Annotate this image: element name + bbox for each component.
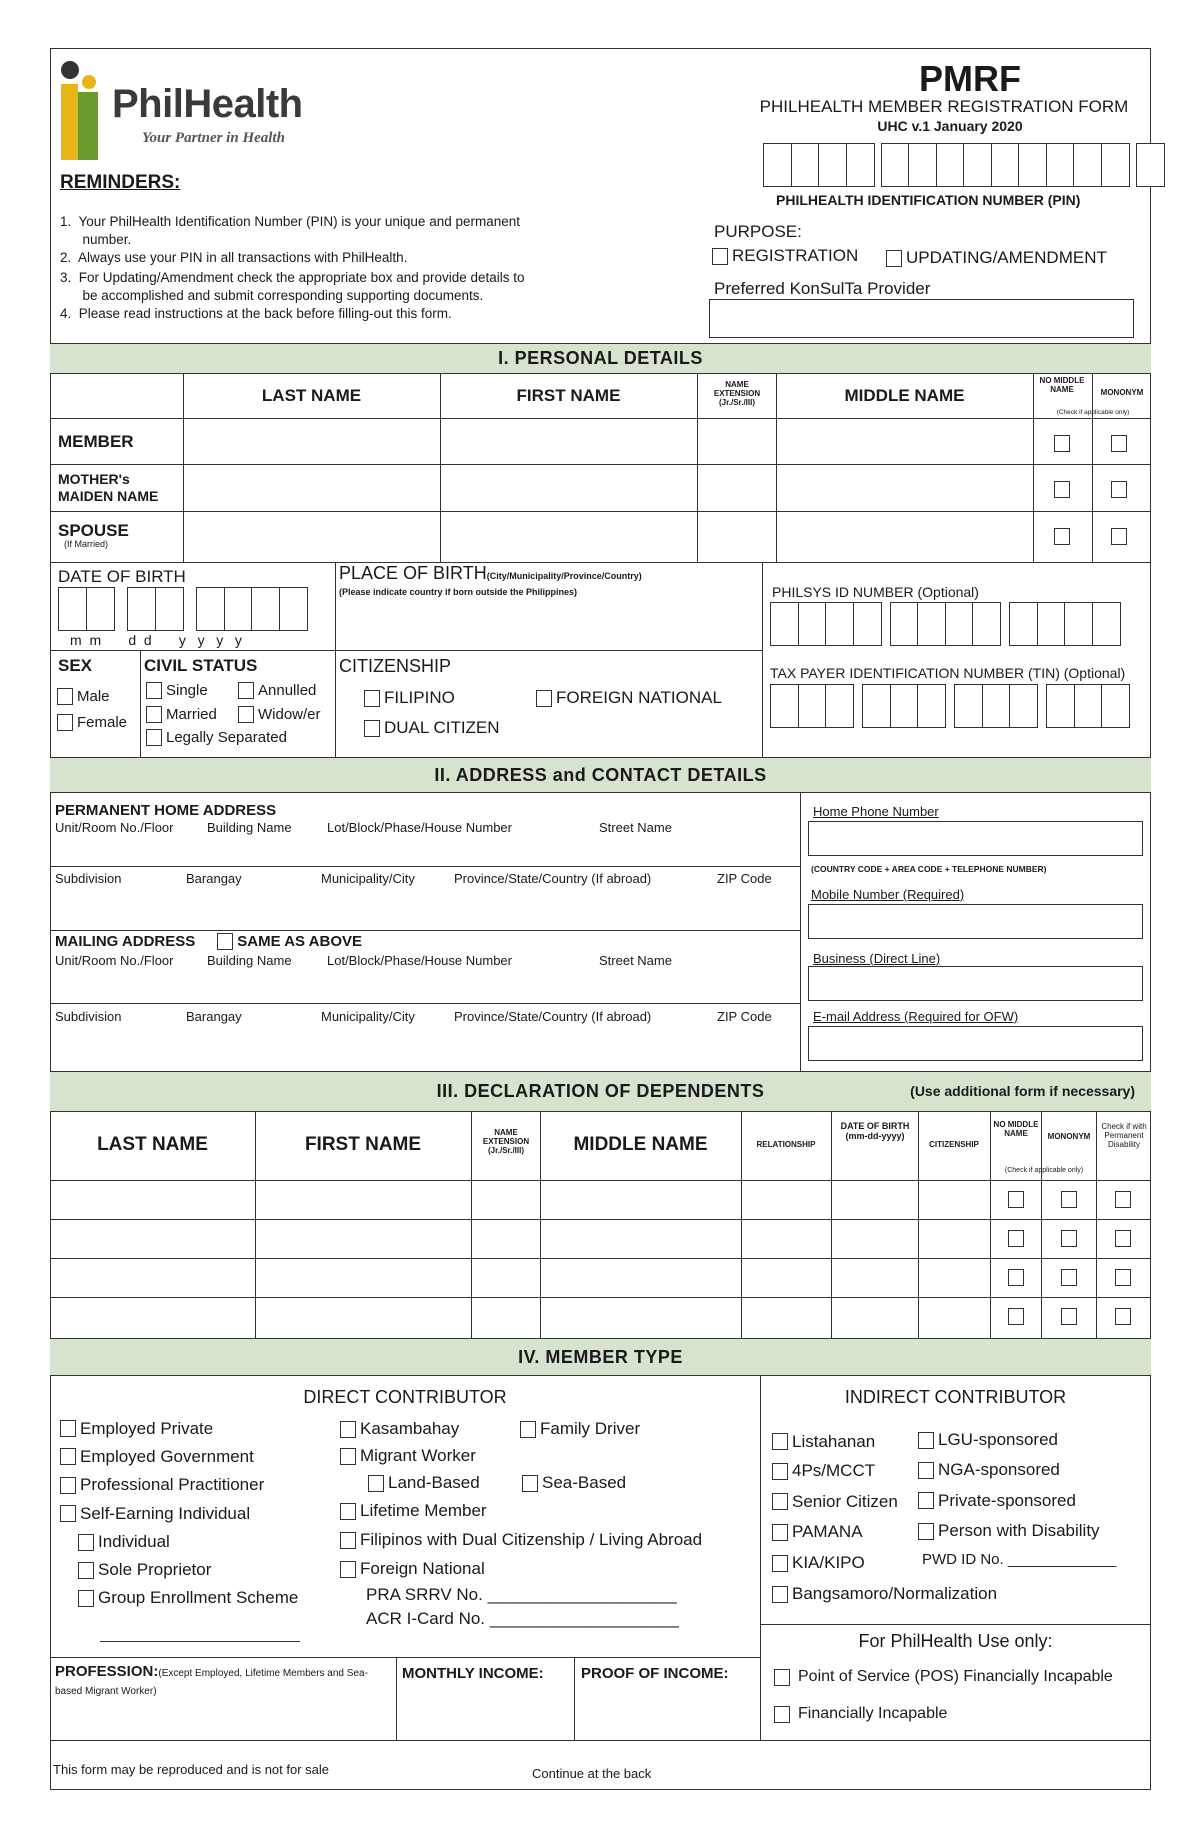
mailing-address-label: MAILING ADDRESS xyxy=(55,933,196,950)
pos-incapable-checkbox[interactable] xyxy=(774,1669,790,1686)
senior-citizen-option[interactable]: Senior Citizen xyxy=(772,1486,997,1517)
home-phone-input[interactable] xyxy=(808,821,1143,856)
col-mononym: MONONYM xyxy=(1100,388,1144,397)
dep-col-middle-name: MIDDLE NAME xyxy=(573,1134,708,1155)
addr-building-label: Building Name xyxy=(207,820,292,835)
sex-female-option[interactable]: Female xyxy=(57,714,127,731)
annulled-checkbox[interactable] xyxy=(238,682,254,699)
addr-barangay-label: Barangay xyxy=(186,871,242,886)
sole-proprietor-checkbox[interactable] xyxy=(78,1562,94,1579)
citizenship-foreign-option[interactable]: FOREIGN NATIONAL xyxy=(536,688,722,708)
mailing-address-row xyxy=(55,933,362,950)
sea-based-checkbox[interactable] xyxy=(522,1475,538,1492)
mail-street-label: Street Name xyxy=(599,953,672,968)
widow-checkbox[interactable] xyxy=(238,706,254,723)
row-member-label: MEMBER xyxy=(58,432,134,451)
row-spouse-label: SPOUSE xyxy=(58,521,129,540)
senior-citizen-checkbox[interactable] xyxy=(772,1493,788,1510)
dep-col-first-name: FIRST NAME xyxy=(304,1134,422,1155)
pin-label: PHILHEALTH IDENTIFICATION NUMBER (PIN) xyxy=(776,192,1081,208)
pra-srrv-field[interactable]: PRA SRRV No. ____________________ xyxy=(366,1585,677,1604)
dep2-no-middle-checkbox[interactable] xyxy=(1008,1230,1024,1247)
pwd-checkbox[interactable] xyxy=(918,1523,934,1540)
lifetime-member-option[interactable]: Lifetime Member xyxy=(340,1497,702,1525)
legally-separated-checkbox[interactable] xyxy=(146,729,162,746)
mobile-label: Mobile Number (Required) xyxy=(811,887,965,902)
mail-unit-label: Unit/Room No./Floor xyxy=(55,953,174,968)
4ps-checkbox[interactable] xyxy=(772,1463,788,1480)
employed-government-option[interactable]: Employed Government xyxy=(60,1442,298,1471)
col-no-middle-name: NO MIDDLE NAME xyxy=(1039,376,1085,394)
philhealth-logo xyxy=(58,60,328,160)
konsulta-label: Preferred KonSulTa Provider xyxy=(714,279,931,298)
group-enrollment-blank[interactable] xyxy=(100,1641,300,1642)
dep2-mononym-checkbox[interactable] xyxy=(1061,1230,1077,1247)
financially-incapable-option[interactable]: Financially Incapable xyxy=(774,1705,947,1723)
phone-format-note: (COUNTRY CODE + AREA CODE + TELEPHONE NUMBER) xyxy=(811,864,1047,874)
migrant-worker-checkbox[interactable] xyxy=(340,1448,356,1465)
family-driver-option[interactable]: Family Driver xyxy=(520,1415,640,1443)
col-name-extension: NAME EXTENSION (Jr./Sr./III) xyxy=(713,380,761,407)
male-checkbox[interactable] xyxy=(57,688,73,705)
reminders-list xyxy=(60,212,525,324)
spouse-no-middle-name-checkbox[interactable] xyxy=(1054,528,1070,545)
dob-month-boxes[interactable] xyxy=(58,587,113,631)
dep-col-no-middle-name: NO MIDDLE NAME xyxy=(993,1120,1039,1138)
pwd-id-field[interactable]: PWD ID No. _____________ xyxy=(922,1550,1117,1568)
mail-lot-label: Lot/Block/Phase/House Number xyxy=(327,953,512,968)
foreign-national-member-checkbox[interactable] xyxy=(340,1561,356,1578)
business-label: Business (Direct Line) xyxy=(813,951,941,966)
foreign-national-member-option[interactable]: Foreign National xyxy=(340,1555,702,1583)
dep4-disability-checkbox[interactable] xyxy=(1115,1308,1131,1325)
footer-note: This form may be reproduced and is not for sale xyxy=(53,1762,330,1777)
land-based-option[interactable]: Land-Based xyxy=(368,1469,702,1497)
4ps-option[interactable]: 4Ps/MCCT xyxy=(772,1456,997,1486)
profession-label: PROFESSION:(Except Employed, Lifetime Members and Sea-based Migrant Worker) xyxy=(55,1663,368,1697)
private-sponsored-checkbox[interactable] xyxy=(918,1492,934,1509)
citizenship-dual-option[interactable]: DUAL CITIZEN xyxy=(364,718,500,738)
form-title: PHILHEALTH MEMBER REGISTRATION FORM xyxy=(759,97,1129,116)
married-checkbox[interactable] xyxy=(146,706,162,723)
mother-mononym-checkbox[interactable] xyxy=(1111,481,1127,498)
sole-proprietor-option[interactable]: Sole Proprietor xyxy=(78,1556,298,1584)
reminder-item: 3. For Updating/Amendment check the appropriate box and provide details to xyxy=(60,270,525,285)
kasambahay-checkbox[interactable] xyxy=(340,1421,356,1438)
addr-subdivision-label: Subdivision xyxy=(55,871,122,886)
listahanan-option[interactable]: Listahanan xyxy=(772,1427,997,1456)
row-spouse-sub: (If Married) xyxy=(64,539,109,549)
mail-building-label: Building Name xyxy=(207,953,292,968)
philsys-label: PHILSYS ID NUMBER (Optional) xyxy=(772,584,979,600)
self-earning-option[interactable]: Self-Earning Individual xyxy=(60,1499,298,1528)
reminder-item: 2. Always use your PIN in all transactions with PhilHealth. xyxy=(60,250,408,265)
business-input[interactable] xyxy=(808,966,1143,1001)
home-phone-label: Home Phone Number xyxy=(813,804,939,819)
section-member-type: IV. MEMBER TYPE xyxy=(50,1338,1151,1376)
kia-kipo-checkbox[interactable] xyxy=(772,1555,788,1572)
member-no-middle-name-checkbox[interactable] xyxy=(1054,435,1070,452)
dep-col-disability: Check if with Permanent Disability xyxy=(1101,1122,1147,1149)
row-mother-label: MOTHER's MAIDEN NAME xyxy=(58,471,159,504)
form-code: PMRF xyxy=(919,58,1021,99)
dep3-mononym-checkbox[interactable] xyxy=(1061,1269,1077,1286)
dep4-mononym-checkbox[interactable] xyxy=(1061,1308,1077,1325)
section-dependents: III. DECLARATION OF DEPENDENTS (Use additional form if necessary) xyxy=(50,1071,1151,1112)
kasambahay-option[interactable]: Kasambahay xyxy=(340,1415,702,1443)
foreign-national-checkbox[interactable] xyxy=(536,690,552,707)
philsys-input-boxes[interactable] xyxy=(770,602,1119,646)
logo-text: PhilHealth xyxy=(112,82,303,126)
lgu-sponsored-option[interactable]: LGU-sponsored xyxy=(918,1425,1116,1455)
acr-icard-field[interactable]: ACR I-Card No. ____________________ xyxy=(366,1609,679,1628)
reminder-item: number. xyxy=(60,232,132,247)
civil-single-option[interactable]: Single xyxy=(146,682,208,699)
dob-label: DATE OF BIRTH xyxy=(58,567,186,586)
dep-check-note: (Check if applicable only) xyxy=(1004,1167,1084,1174)
citizenship-label: CITIZENSHIP xyxy=(339,656,452,676)
self-earning-checkbox[interactable] xyxy=(60,1505,76,1522)
dep-col-citizenship: CITIZENSHIP xyxy=(929,1140,979,1149)
pos-incapable-option[interactable]: Point of Service (POS) Financially Incapable xyxy=(774,1668,1113,1686)
philhealth-use-title: For PhilHealth Use only: xyxy=(858,1631,1053,1651)
dep-col-last-name: LAST NAME xyxy=(97,1134,208,1155)
professional-practitioner-option[interactable]: Professional Practitioner xyxy=(60,1471,298,1499)
sex-label: SEX xyxy=(58,656,93,675)
mail-zip-label: ZIP Code xyxy=(717,1009,772,1024)
monthly-income-label: MONTHLY INCOME: xyxy=(402,1665,544,1682)
listahanan-checkbox[interactable] xyxy=(772,1433,788,1450)
financially-incapable-checkbox[interactable] xyxy=(774,1706,790,1723)
addr-street-label: Street Name xyxy=(599,820,672,835)
private-sponsored-option[interactable]: Private-sponsored xyxy=(918,1485,1116,1516)
single-checkbox[interactable] xyxy=(146,682,162,699)
member-mononym-checkbox[interactable] xyxy=(1111,435,1127,452)
addr-zip-label: ZIP Code xyxy=(717,871,772,886)
col-first-name: FIRST NAME xyxy=(516,386,621,405)
employed-private-option[interactable]: Employed Private xyxy=(60,1415,298,1442)
land-based-checkbox[interactable] xyxy=(368,1475,384,1492)
indirect-col2 xyxy=(918,1425,1116,1572)
mail-barangay-label: Barangay xyxy=(186,1009,242,1024)
dob-year-boxes[interactable] xyxy=(196,587,306,631)
reminder-item: be accomplished and submit corresponding supporting documents. xyxy=(60,288,484,303)
reminder-item: 4. Please read instructions at the back before filling-out this form. xyxy=(60,306,452,321)
dep3-disability-checkbox[interactable] xyxy=(1115,1269,1131,1286)
direct-contributor-title: DIRECT CONTRIBUTOR xyxy=(303,1387,507,1407)
employed-private-checkbox[interactable] xyxy=(60,1420,76,1437)
nga-sponsored-option[interactable]: NGA-sponsored xyxy=(918,1455,1116,1485)
col-middle-name: MIDDLE NAME xyxy=(844,386,965,405)
check-note: (Check if applicable only) xyxy=(1056,409,1130,416)
dep3-no-middle-checkbox[interactable] xyxy=(1008,1269,1024,1286)
tin-label: TAX PAYER IDENTIFICATION NUMBER (TIN) (Optional) xyxy=(770,665,1126,681)
logo-figure-icon xyxy=(58,60,104,160)
kia-kipo-option[interactable]: KIA/KIPO xyxy=(772,1547,997,1579)
filipino-checkbox[interactable] xyxy=(364,690,380,707)
pwd-option[interactable]: Person with Disability xyxy=(918,1516,1116,1546)
addr-lot-label: Lot/Block/Phase/House Number xyxy=(327,820,512,835)
dep-col-dob: DATE OF BIRTH (mm-dd-yyyy) xyxy=(840,1121,910,1141)
family-driver-checkbox[interactable] xyxy=(520,1421,536,1438)
spouse-mononym-checkbox[interactable] xyxy=(1111,528,1127,545)
group-enrollment-checkbox[interactable] xyxy=(78,1590,94,1607)
logo-tagline: Your Partner in Health xyxy=(142,130,285,146)
individual-checkbox[interactable] xyxy=(78,1534,94,1551)
dependents-note: (Use additional form if necessary) xyxy=(910,1083,1135,1099)
purpose-updating[interactable]: UPDATING/AMENDMENT xyxy=(886,248,1107,268)
section-address-contact: II. ADDRESS and CONTACT DETAILS xyxy=(50,757,1151,793)
pob-note: (Please indicate country if born outside the Philippines) xyxy=(339,587,578,597)
addr-province-label: Province/State/Country (If abroad) xyxy=(454,871,652,886)
dual-citizenship-checkbox[interactable] xyxy=(340,1532,356,1549)
tin-input-boxes[interactable] xyxy=(770,684,1129,728)
purpose-registration[interactable]: REGISTRATION xyxy=(712,246,858,266)
pamana-checkbox[interactable] xyxy=(772,1524,788,1541)
group-enrollment-option[interactable]: Group Enrollment Scheme xyxy=(78,1584,298,1612)
dob-format: m m d d y y y y xyxy=(70,632,242,648)
lgu-sponsored-checkbox[interactable] xyxy=(918,1432,934,1449)
mail-province-label: Province/State/Country (If abroad) xyxy=(454,1009,652,1024)
dep-col-relationship: RELATIONSHIP xyxy=(756,1140,816,1149)
dep1-disability-checkbox[interactable] xyxy=(1115,1191,1131,1208)
konsulta-input[interactable] xyxy=(709,299,1134,338)
proof-income-label: PROOF OF INCOME: xyxy=(581,1665,729,1682)
bangsamoro-option[interactable]: Bangsamoro/Normalization xyxy=(772,1579,997,1609)
civil-married-option[interactable]: Married xyxy=(146,706,217,723)
dep4-no-middle-checkbox[interactable] xyxy=(1008,1308,1024,1325)
civil-status-label: CIVIL STATUS xyxy=(144,656,258,675)
registration-checkbox[interactable] xyxy=(712,248,728,265)
migrant-worker-option[interactable]: Migrant Worker xyxy=(340,1443,702,1469)
footer-continue: Continue at the back xyxy=(532,1766,652,1781)
addr-unit-label: Unit/Room No./Floor xyxy=(55,820,174,835)
mail-city-label: Municipality/City xyxy=(321,1009,415,1024)
same-as-above-option[interactable]: SAME AS ABOVE xyxy=(217,933,362,950)
indirect-contributor-title: INDIRECT CONTRIBUTOR xyxy=(844,1387,1067,1407)
permanent-address-label: PERMANENT HOME ADDRESS xyxy=(55,802,277,819)
professional-practitioner-checkbox[interactable] xyxy=(60,1477,76,1494)
sex-male-option[interactable]: Male xyxy=(57,688,110,705)
direct-col1 xyxy=(60,1415,298,1612)
same-as-above-checkbox[interactable] xyxy=(217,933,233,950)
civil-widow-option[interactable]: Widow/er xyxy=(238,706,321,723)
mobile-input[interactable] xyxy=(808,904,1143,939)
dep1-mononym-checkbox[interactable] xyxy=(1061,1191,1077,1208)
dual-citizenship-option[interactable]: Filipinos with Dual Citizenship / Living Abroad xyxy=(340,1525,702,1555)
form-version: UHC v.1 January 2020 xyxy=(877,118,1023,134)
reminders-title: REMINDERS: xyxy=(60,172,181,193)
citizenship-filipino-option[interactable]: FILIPINO xyxy=(364,688,455,708)
nga-sponsored-checkbox[interactable] xyxy=(918,1462,934,1479)
dep1-no-middle-checkbox[interactable] xyxy=(1008,1191,1024,1208)
updating-checkbox[interactable] xyxy=(886,250,902,267)
section-personal-details: I. PERSONAL DETAILS xyxy=(50,343,1151,374)
bangsamoro-checkbox[interactable] xyxy=(772,1586,788,1603)
mail-subdivision-label: Subdivision xyxy=(55,1009,122,1024)
pob-label: PLACE OF BIRTH(City/Municipality/Province/Country) xyxy=(339,563,642,583)
dual-citizen-checkbox[interactable] xyxy=(364,720,380,737)
dep2-disability-checkbox[interactable] xyxy=(1115,1230,1131,1247)
female-checkbox[interactable] xyxy=(57,714,73,731)
civil-separated-option[interactable]: Legally Separated xyxy=(146,729,287,746)
addr-city-label: Municipality/City xyxy=(321,871,415,886)
mother-no-middle-name-checkbox[interactable] xyxy=(1054,481,1070,498)
sea-based-option[interactable]: Sea-Based xyxy=(522,1469,626,1497)
individual-option[interactable]: Individual xyxy=(78,1528,298,1556)
reminder-item: 1. Your PhilHealth Identification Number (PIN) is your unique and permanent xyxy=(60,214,521,229)
dep-col-extension: NAME EXTENSION (Jr./Sr./III) xyxy=(482,1128,530,1155)
civil-annulled-option[interactable]: Annulled xyxy=(238,682,316,699)
col-last-name: LAST NAME xyxy=(261,386,362,405)
email-input[interactable] xyxy=(808,1026,1143,1061)
lifetime-member-checkbox[interactable] xyxy=(340,1503,356,1520)
email-label: E-mail Address (Required for OFW) xyxy=(813,1009,1019,1024)
employed-government-checkbox[interactable] xyxy=(60,1448,76,1465)
pin-input-boxes[interactable] xyxy=(763,143,1163,187)
pamana-option[interactable]: PAMANA xyxy=(772,1517,997,1547)
dob-day-boxes[interactable] xyxy=(127,587,182,631)
purpose-label: PURPOSE: xyxy=(714,222,802,241)
direct-col2 xyxy=(340,1415,702,1631)
dep-col-mononym: MONONYM xyxy=(1047,1132,1091,1141)
